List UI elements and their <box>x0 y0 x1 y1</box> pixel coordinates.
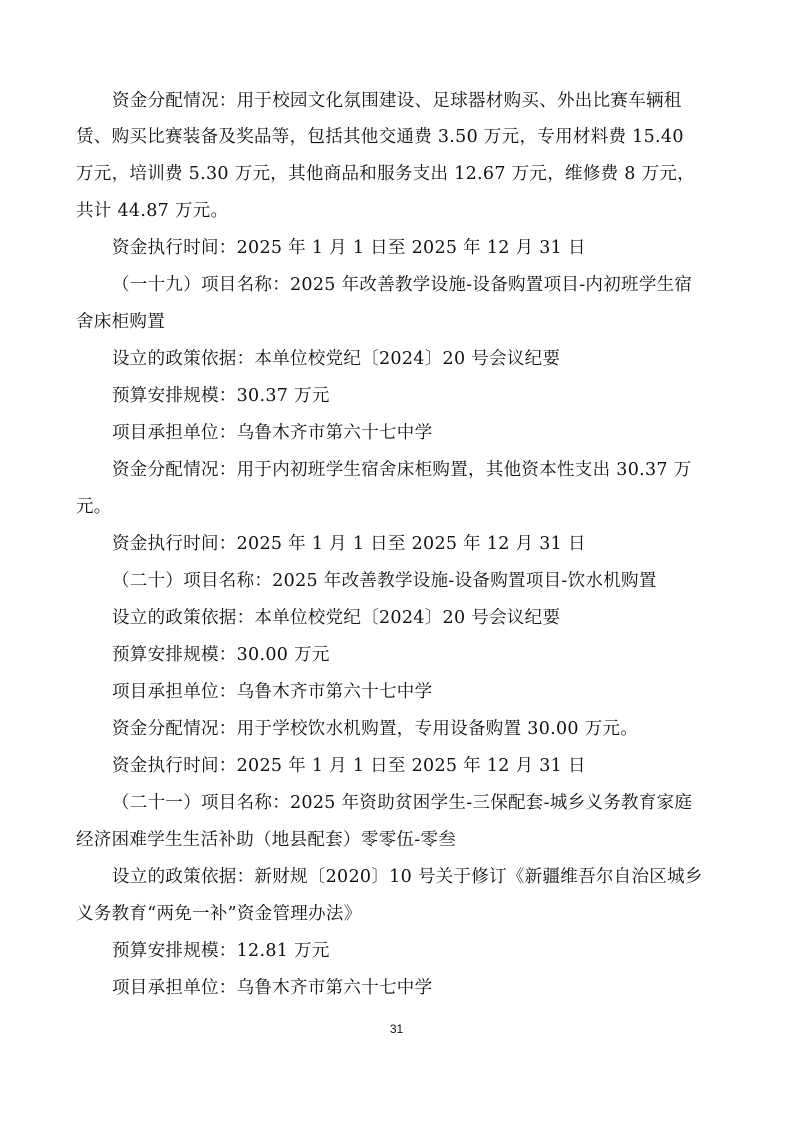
page-number: 31 <box>389 1022 404 1036</box>
text-line: 项目承担单位：乌鲁木齐市第六十七中学 <box>112 682 433 702</box>
text-line: 资金执行时间：2025 年 1 月 1 日至 2025 年 12 月 31 日 <box>112 756 586 776</box>
text-line: 资金分配情况：用于校园文化氛围建设、足球器材购买、外出比赛车辆租 <box>112 91 682 111</box>
text-line: 预算安排规模：30.00 万元 <box>112 645 330 665</box>
text-line: 设立的政策依据：本单位校党纪〔2024〕20 号会议纪要 <box>112 349 561 369</box>
text-line: 舍床柜购置 <box>76 312 165 332</box>
text-line: 义务教育“两免一补”资金管理办法》 <box>76 904 362 924</box>
text-line: 资金执行时间：2025 年 1 月 1 日至 2025 年 12 月 31 日 <box>112 534 586 554</box>
text-line: 预算安排规模：12.81 万元 <box>112 941 330 961</box>
text-line: 万元，培训费 5.30 万元，其他商品和服务支出 12.67 万元，维修费 8 万元， <box>76 164 695 184</box>
text-line: 项目承担单位：乌鲁木齐市第六十七中学 <box>112 978 433 998</box>
text-line: 经济困难学生生活补助（地县配套）零零伍-零叁 <box>76 830 457 850</box>
text-line: 预算安排规模：30.37 万元 <box>112 386 330 406</box>
text-line: 资金分配情况：用于学校饮水机购置，专用设备购置 30.00 万元。 <box>112 719 639 739</box>
text-line: 项目承担单位：乌鲁木齐市第六十七中学 <box>112 423 433 443</box>
text-line: 资金执行时间：2025 年 1 月 1 日至 2025 年 12 月 31 日 <box>112 238 586 258</box>
text-line: 资金分配情况：用于内初班学生宿舍床柜购置，其他资本性支出 30.37 万 <box>112 460 692 480</box>
text-line: （二十一）项目名称：2025 年资助贫困学生-三保配套-城乡义务教育家庭 <box>112 793 693 813</box>
text-line: 赁、购买比赛装备及奖品等，包括其他交通费 3.50 万元，专用材料费 15.40 <box>76 127 684 147</box>
text-line: （二十）项目名称：2025 年改善教学设施-设备购置项目-饮水机购置 <box>112 571 657 591</box>
text-line: 元。 <box>76 497 112 517</box>
text-line: （一十九）项目名称：2025 年改善教学设施-设备购置项目-内初班学生宿 <box>112 275 693 295</box>
text-line: 设立的政策依据：本单位校党纪〔2024〕20 号会议纪要 <box>112 608 561 628</box>
text-line: 设立的政策依据：新财规〔2020〕10 号关于修订《新疆维吾尔自治区城乡 <box>112 867 703 887</box>
text-line: 共计 44.87 万元。 <box>76 201 229 221</box>
